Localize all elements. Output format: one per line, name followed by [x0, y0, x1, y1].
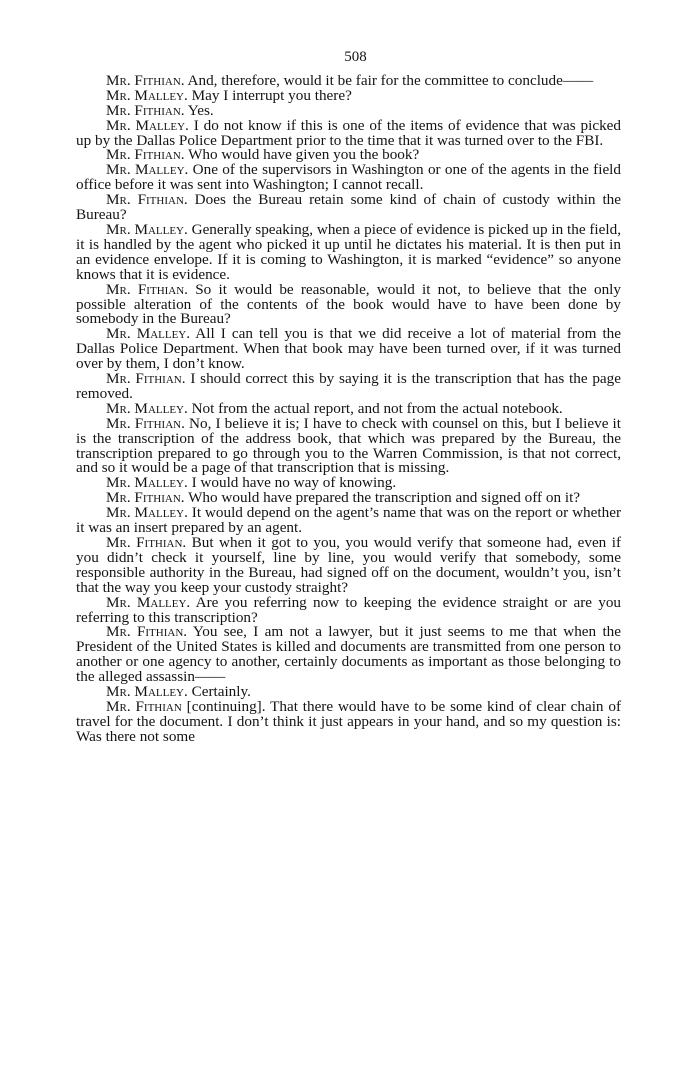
statement-text: So it would be reasonable, would it not, to believe that the only possible alteration of the contents of the book would have to have been done by somebody in the Bureau?: [76, 280, 621, 328]
speaker-name: Mr. Malley.: [106, 116, 189, 134]
statement-text: I would have no way of knowing.: [187, 474, 397, 492]
transcript-paragraph: [76, 193, 621, 223]
statement-text: Does the Bureau retain some kind of chain of custody within the Bureau?: [76, 191, 622, 224]
transcript-paragraph: [76, 536, 621, 596]
speaker-name: Mr. Malley.: [106, 86, 188, 104]
transcript-paragraph: [76, 163, 621, 193]
transcript-paragraph: [76, 220, 622, 283]
speaker-name: Mr. Fithian.: [106, 101, 185, 119]
statement-text: Who would have given you the book?: [184, 146, 420, 164]
transcript-paragraph: [76, 116, 622, 149]
statement-text: Certainly.: [187, 683, 251, 701]
speaker-name: Mr. Fithian.: [106, 191, 188, 209]
speaker-name: Mr. Fithian.: [106, 370, 186, 388]
statement-text: Generally speaking, when a piece of evidence is picked up in the field, it is handled by the agent who picked it up until he dictates his material. It is then put in an evidence envelope. If it is coming to Washington, it is marked “evidence” so anyone knows that it is evidence.: [76, 220, 622, 283]
speaker-name: Mr. Malley.: [106, 161, 189, 179]
statement-text: One of the supervisors in Washington or one of the agents in the field office before it was sent into Washington; I cannot recall.: [76, 161, 621, 194]
transcript-paragraph: [76, 593, 622, 626]
transcript-paragraph: [76, 327, 621, 372]
statement-text: All I can tell you is that we did receive a lot of material from the Dallas Police Department. When that book may have been turned over, if it was turned over by them, I don’t know.: [76, 325, 621, 373]
speaker-name: Mr. Malley.: [106, 593, 191, 611]
statement-text: I do not know if this is one of the items of evidence that was picked up by the Dallas Police Department prior to the time that it was turned over to the FBI.: [76, 116, 622, 149]
speaker-name: Mr. Fithian.: [106, 71, 185, 89]
statement-text: Who would have prepared the transcription and signed off on it?: [184, 489, 581, 507]
statement-text: I should correct this by saying it is the transcription that has the page removed.: [76, 370, 622, 402]
statement-text: And, therefore, would it be fair for the committee to conclude——: [184, 71, 594, 89]
speaker-name: Mr. Malley.: [106, 399, 188, 417]
statement-text: It would depend on the agent’s name that was on the report or whether it was an insert prepared by an agent.: [76, 504, 622, 537]
transcript-paragraph: [76, 280, 621, 328]
speaker-name: Mr. Malley.: [106, 220, 188, 238]
speaker-name: Mr. Fithian.: [106, 146, 185, 164]
transcript-paragraph: [76, 372, 621, 402]
transcript-paragraph: [76, 414, 621, 477]
statement-text: [continuing]. That there would have to be some kind of clear chain of travel for the document. I don’t think it just appears in your hand, and so my question is: Was there not some: [76, 697, 622, 745]
transcript-paragraph: [76, 506, 621, 536]
speaker-name: Mr. Fithian.: [106, 534, 187, 551]
speaker-name: Mr. Fithian.: [106, 489, 185, 507]
transcript-paragraph: [76, 625, 621, 685]
statement-text: Yes.: [184, 101, 214, 119]
statement-text: May I interrupt you there?: [187, 86, 352, 104]
statement-text: No, I believe it is; I have to check with counsel on this, but I believe it is the transcription of the address book, that which was prepared by the Bureau, the transcription prepared to go through you to the Warren Commission, is that not correct, and so it would be a page of that transcription that is missing.: [76, 414, 621, 477]
speaker-name: Mr. Malley.: [106, 325, 191, 343]
speaker-name: Mr. Malley.: [106, 474, 188, 492]
speaker-name: Mr. Fithian.: [106, 280, 188, 298]
speaker-name: Mr. Malley.: [106, 683, 188, 701]
speaker-name: Mr. Fithian.: [106, 623, 188, 641]
statement-text: You see, I am not a lawyer, but it just seems to me that when the President of the United States is killed and documents are transmitted from one person to another or one agency to another, certainly documents as important as those belonging to the alleged assassin——: [76, 623, 622, 686]
speaker-name: Mr. Fithian: [106, 697, 182, 715]
speaker-name: Mr. Fithian.: [106, 414, 185, 432]
statement-text: Not from the actual report, and not from the actual notebook.: [187, 399, 563, 417]
statement-text: But when it got to you, you would verify that someone had, even if you didn’t check it yourself, line by line, you would verify that somebody, some responsible authority in the Bureau, had signed off on the document, wouldn’t you, isn’t that the way you keep your custody straight?: [76, 534, 621, 596]
transcript-body: [76, 71, 622, 745]
transcript-paragraph: [76, 697, 622, 745]
page-number: 508: [344, 49, 367, 65]
statement-text: Are you referring now to keeping the evidence straight or are you referring to this transcription?: [76, 593, 622, 626]
speaker-name: Mr. Malley.: [106, 504, 188, 522]
